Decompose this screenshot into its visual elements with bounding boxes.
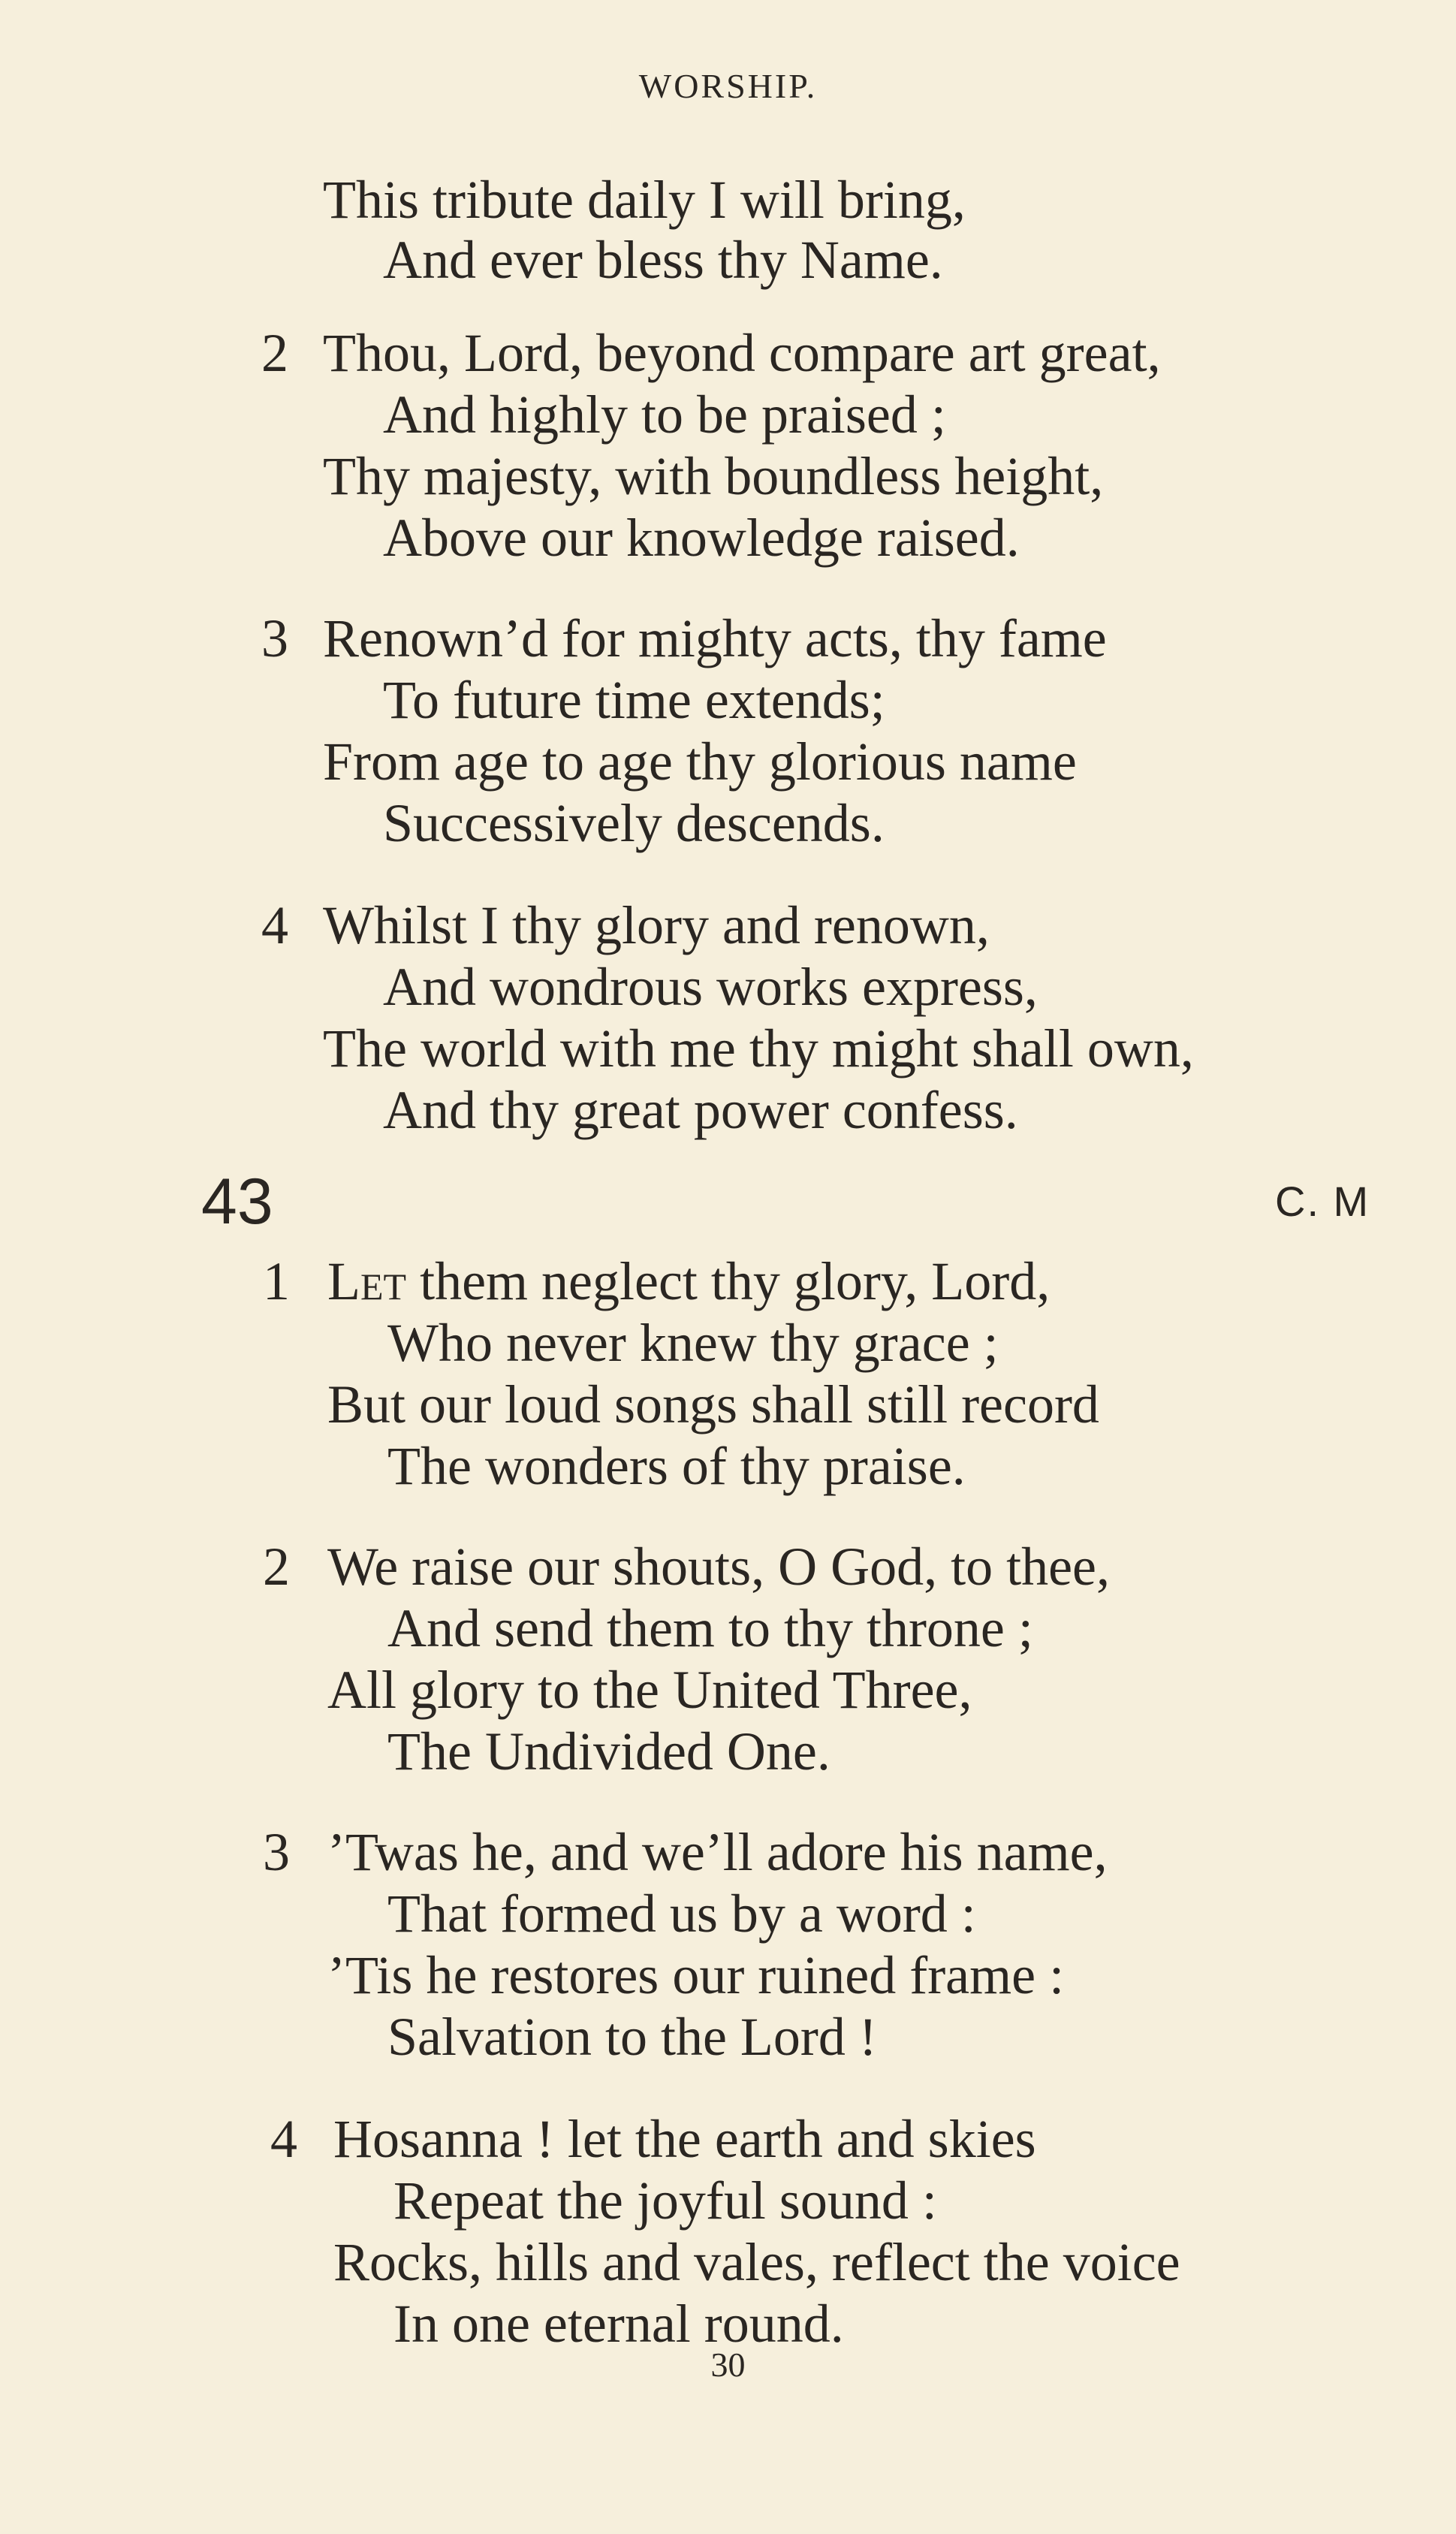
running-head: WORSHIP. bbox=[638, 67, 818, 105]
verse-line: Rocks, hills and vales, reflect the voice bbox=[333, 2232, 1180, 2292]
verse-line: And ever bless thy Name. bbox=[383, 230, 943, 290]
stanza-number: 3 bbox=[263, 1822, 290, 1882]
verse-line: From age to age thy glorious name bbox=[323, 732, 1077, 792]
verse-line: To future time extends; bbox=[383, 670, 885, 730]
verse-line: The world with me thy might shall own, bbox=[323, 1018, 1194, 1078]
verse-line: And wondrous works express, bbox=[383, 957, 1038, 1017]
verse-line: The Undivided One. bbox=[387, 1721, 830, 1781]
stanza-number: 3 bbox=[261, 608, 288, 668]
verse-line: ’Twas he, and we’ll adore his name, bbox=[327, 1822, 1108, 1882]
verse-line: Who never knew thy grace ; bbox=[387, 1313, 999, 1373]
hymn-meter: C. M bbox=[1275, 1178, 1370, 1225]
first-word: Let bbox=[327, 1251, 407, 1311]
verse-line: And thy great power confess. bbox=[383, 1080, 1018, 1140]
stanza-number: 4 bbox=[261, 895, 288, 955]
verse-line: Renown’d for mighty acts, thy fame bbox=[323, 608, 1107, 668]
hymn-number: 43 bbox=[201, 1166, 273, 1238]
verse-line: Salvation to the Lord ! bbox=[387, 2007, 877, 2067]
verse-line: We raise our shouts, O God, to thee, bbox=[327, 1537, 1110, 1597]
verse-line: ’Tis he restores our ruined frame : bbox=[327, 1945, 1065, 2005]
verse-line: In one eternal round. bbox=[393, 2294, 844, 2354]
stanza-number: 2 bbox=[263, 1537, 290, 1597]
verse-line: Thou, Lord, beyond compare art great, bbox=[323, 323, 1161, 383]
stanza-number: 4 bbox=[270, 2109, 297, 2169]
verse-line: Hosanna ! let the earth and skies bbox=[333, 2109, 1036, 2169]
verse-line: That formed us by a word : bbox=[387, 1884, 976, 1944]
stanza-number: 2 bbox=[261, 323, 288, 383]
verse-line: All glory to the United Three, bbox=[327, 1660, 972, 1720]
verse-line: Whilst I thy glory and renown, bbox=[323, 895, 990, 955]
verse-line: But our loud songs shall still record bbox=[327, 1374, 1099, 1434]
stanza-number: 1 bbox=[263, 1251, 290, 1311]
verse-line-rest: them neglect thy glory, Lord, bbox=[406, 1251, 1051, 1311]
verse-line: Successively descends. bbox=[383, 793, 885, 853]
verse-line: Repeat the joyful sound : bbox=[393, 2170, 937, 2231]
verse-line: And highly to be praised ; bbox=[383, 385, 946, 445]
verse-line: This tribute daily I will bring, bbox=[323, 170, 966, 230]
verse-line bbox=[327, 1251, 1050, 1311]
verse-line: Above our knowledge raised. bbox=[383, 508, 1020, 568]
verse-line: And send them to thy throne ; bbox=[387, 1598, 1033, 1658]
verse-line: Thy majesty, with boundless height, bbox=[323, 446, 1104, 506]
page-number: 30 bbox=[710, 2345, 746, 2384]
verse-line: The wonders of thy praise. bbox=[387, 1436, 966, 1496]
